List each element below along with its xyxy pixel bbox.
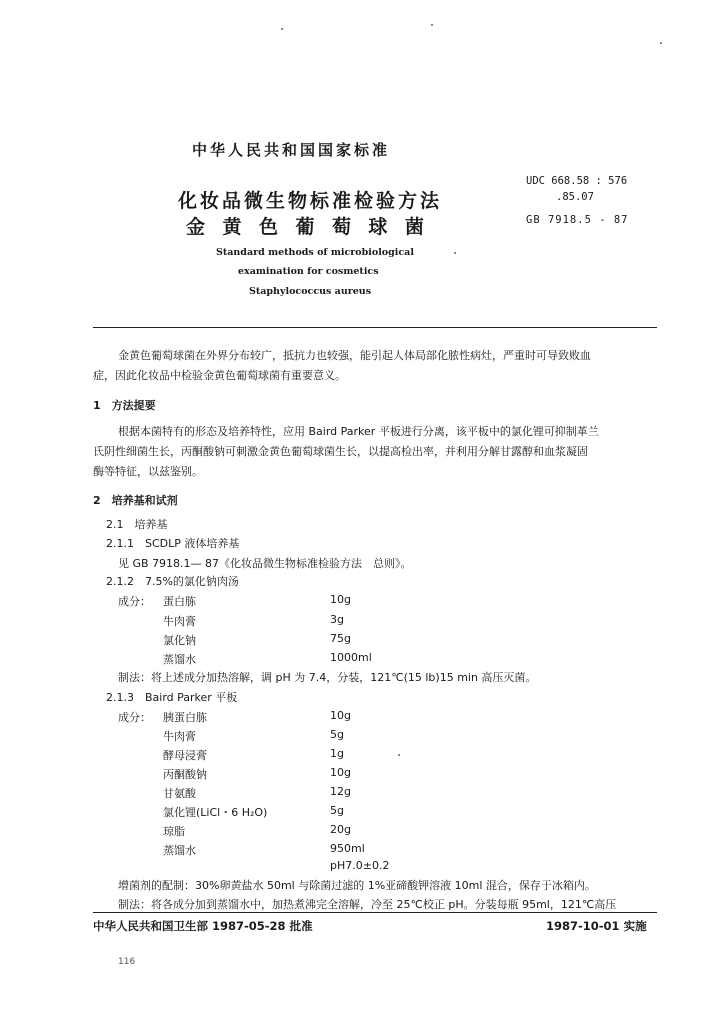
title-char: 色 [258, 216, 278, 238]
gb-standard-code: GB 7918.5 - 87 [526, 214, 629, 226]
section-2-1-1-reference: 见 GB 7918.1— 87《化妆品微生物标准检验方法 总则》。 [118, 557, 412, 570]
composition-label: 成分： [118, 711, 151, 724]
ingredient-amount: 10g [330, 593, 351, 606]
ingredient-name: 蒸馏水 [163, 844, 196, 857]
title-line-1: 化妆品微生物标准检验方法 [178, 190, 443, 212]
ingredient-name: 牛肉膏 [163, 615, 196, 628]
title-char: 球 [368, 216, 388, 238]
implementation-date: 1987-10-01 实施 [546, 919, 647, 933]
scan-speck [454, 252, 456, 254]
approval-line: 中华人民共和国卫生部 1987-05-28 批准 [93, 919, 313, 933]
section-1-heading: 1 方法提要 [93, 399, 156, 412]
ingredient-amount: 5g [330, 728, 344, 741]
section-1-line-3: 酶等特征，以兹鉴别。 [93, 465, 203, 478]
ingredient-amount: 1000ml [330, 651, 372, 664]
national-standard-heading: 中华人民共和国国家标准 [192, 141, 391, 159]
ingredient-amount: 5g [330, 804, 344, 817]
ph-value: pH7.0±0.2 [330, 859, 390, 872]
scan-speck [281, 28, 283, 30]
ingredient-amount: 10g [330, 766, 351, 779]
intro-line-1: 金黄色葡萄球菌在外界分布较广，抵抗力也较强，能引起人体局部化脓性病灶，严重时可导致败血 [118, 349, 591, 362]
udc-code-line-1: UDC 668.58 : 576 [526, 175, 628, 187]
section-2-1-2-heading: 2.1.2 7.5%的氯化钠肉汤 [106, 575, 239, 588]
udc-code-line-2: .85.07 [556, 191, 594, 203]
title-char: 葡 [295, 216, 315, 238]
ingredient-name: 丙酮酸钠 [163, 768, 207, 781]
section-1-line-1: 根据本菌特有的形态及培养特性，应用 Baird Parker 平板进行分离，该平板中的氯化锂可抑制革兰 [118, 425, 599, 438]
ingredient-name: 蛋白胨 [163, 595, 196, 608]
english-title-line-1: Standard methods of microbiological [216, 247, 414, 258]
title-char: 黄 [222, 216, 242, 238]
section-2-1-3-heading: 2.1.3 Baird Parker 平板 [106, 691, 238, 704]
ingredient-amount: 20g [330, 823, 351, 836]
english-title-line-3: Staphylococcus aureus [249, 286, 372, 297]
ingredient-amount: 12g [330, 785, 351, 798]
title-char: 金 [186, 216, 206, 238]
scan-speck [398, 754, 400, 756]
ingredient-name: 蒸馏水 [163, 653, 196, 666]
ingredient-name: 甘氨酸 [163, 787, 196, 800]
scan-speck [431, 24, 433, 26]
page-number: 116 [118, 957, 136, 967]
ingredient-name: 氯化锂(LiCl・6 H₂O) [163, 806, 268, 819]
ingredient-name: 酵母浸膏 [163, 749, 207, 762]
ingredient-amount: 75g [330, 632, 351, 645]
preparation-method: 制法：将各成分加到蒸馏水中，加热煮沸完全溶解，冷至 25℃校正 pH。分装每瓶 95ml，121℃高压 [118, 898, 617, 911]
header-rule [93, 327, 657, 328]
scan-speck [660, 42, 662, 44]
section-2-heading: 2 培养基和试剂 [93, 494, 178, 507]
ingredient-amount: 3g [330, 613, 344, 626]
ingredient-amount: 950ml [330, 842, 365, 855]
section-2-1-heading: 2.1 培养基 [106, 518, 168, 531]
ingredient-name: 胰蛋白胨 [163, 711, 207, 724]
section-1-line-2: 氏阴性细菌生长，丙酮酸钠可刺激金黄色葡萄球菌生长，以提高检出率，并利用分解甘露醇和血浆凝固 [93, 445, 588, 458]
ingredient-name: 牛肉膏 [163, 730, 196, 743]
title-char: 菌 [404, 216, 424, 238]
title-char: 萄 [331, 216, 351, 238]
english-title-line-2: examination for cosmetics [238, 266, 379, 277]
intro-line-2: 症，因此化妆品中检验金黄色葡萄球菌有重要意义。 [93, 369, 346, 382]
ingredient-name: 琼脂 [163, 825, 185, 838]
footer-rule [93, 912, 657, 913]
composition-label: 成分： [118, 595, 151, 608]
ingredient-amount: 1g [330, 747, 344, 760]
section-2-1-2-method: 制法：将上述成分加热溶解，调 pH 为 7.4，分装，121℃(15 lb)15 min 高压灭菌。 [118, 671, 537, 684]
section-2-1-1-heading: 2.1.1 SCDLP 液体培养基 [106, 537, 240, 550]
title-line-2 [186, 212, 424, 239]
enrichment-preparation: 增菌剂的配制：30%卵黄盐水 50ml 与除菌过滤的 1%亚碲酸钾溶液 10ml 混合，保存于冰箱内。 [118, 879, 596, 892]
ingredient-name: 氯化钠 [163, 634, 196, 647]
ingredient-amount: 10g [330, 709, 351, 722]
